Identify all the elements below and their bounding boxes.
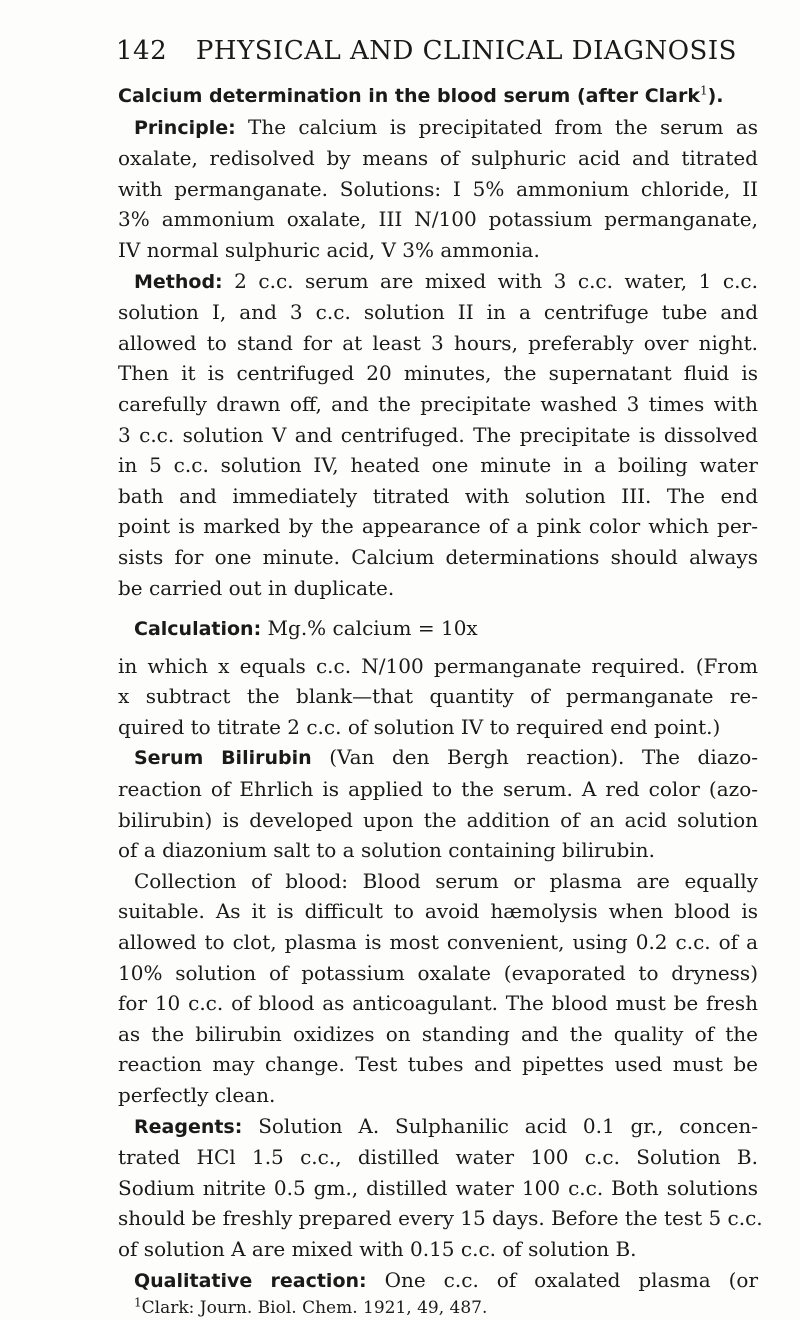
calcium-heading-paragraph: Calcium determination in the blood serum (after Clark$^1$). bbox=[118, 83, 724, 107]
qualitative-label: Qualitative reaction: bbox=[134, 1269, 367, 1292]
footnote-reference: 1 bbox=[699, 83, 708, 98]
body-text bbox=[118, 80, 763, 1320]
calculation-paragraph bbox=[118, 613, 758, 645]
reagents-paragraph: Reagents: Solution A. Sulphanilic acid 0.1 gr., concen- trated HCl 1.5 c.c., distilled water 100 c.c. Solution B. Sodium nitrite 0.5 gm., distilled water 100 c.c. Both solutions should be freshly prepared every 15 days. Before the test 5 c.c. of solution A are mixed with 0.15 c.c. of solution B. bbox=[118, 1113, 763, 1261]
calculation-formula: Mg.% calcium = 10x bbox=[267, 616, 478, 641]
principle-paragraph: Principle: The calcium is precipitated from the serum as oxalate, redisolved by means of sulphuric acid and titrated with permanganate. Solutions: I 5% ammonium chloride, II 3% ammonium oxalate, III N/100 potassium permanganate, IV normal sulphuric acid, V 3% ammonia. bbox=[118, 114, 759, 262]
footnote-text: Clark: Journ. Biol. Chem. 1921, 49, 487. bbox=[141, 1298, 488, 1319]
reagents-label: Reagents: bbox=[134, 1115, 243, 1138]
page-header bbox=[116, 36, 737, 66]
collection-paragraph: Collection of blood: Blood serum or plasma are equally suitable. As it is difficult to avoid hæmolysis when blood is allowed to clot, plasma is most convenient, using 0.2 c.c. of a 10% solution of potassium oxalate (evaporated to dryness) for 10 c.c. of blood as anticoagulant. The blood must be fresh as the bilirubin oxidizes on standing and the quality of the reaction may change. Test tubes and pipettes used must be perfectly clean. bbox=[118, 868, 758, 1107]
page-number: 142 bbox=[116, 36, 168, 66]
bilirubin-paragraph: Serum Bilirubin (Van den Bergh reaction). The diazo- reaction of Ehrlich is applied to the serum. A red color (azo- bilirubin) is developed upon the addition of an acid solution of a diazonium salt to a solution containing bilirubin. bbox=[118, 745, 759, 863]
calculation-label: Calculation: bbox=[134, 618, 262, 641]
calculation-explanation: in which x equals c.c. N/100 permanganate required. (From x subtract the blank—that quantity of permanganate re- quired to titrate 2 c.c. of solution IV to required end point.) bbox=[118, 653, 758, 739]
footnote bbox=[118, 1296, 758, 1320]
running-title: PHYSICAL AND CLINICAL DIAGNOSIS bbox=[195, 36, 737, 66]
principle-label: Principle: bbox=[134, 116, 236, 139]
calcium-heading: Calcium determination in the blood serum (after Clark bbox=[118, 85, 700, 107]
qualitative-paragraph: Qualitative reaction: One c.c. of oxalated plasma (or bbox=[134, 1267, 759, 1292]
footnote-marker: 1 bbox=[134, 1295, 142, 1310]
bilirubin-label: Serum Bilirubin bbox=[134, 747, 312, 770]
method-paragraph: Method: 2 c.c. serum are mixed with 3 c.c. water, 1 c.c. solution I, and 3 c.c. solution II in a centrifuge tube and allowed to stand for at least 3 hours, preferably over night. Then it is centrifuged 20 minutes, the supernatant fluid is carefully drawn off, and the precipitate washed 3 times with 3 c.c. solution V and centrifuged. The precipitate is dissolved in 5 c.c. solution IV, heated one minute in a boiling water bath and immediately titrated with solution III. The end point is marked by the appearance of a pink color which per- sists for one minute. Calcium determinations should always be carried out in duplicate. bbox=[118, 268, 758, 600]
method-label: Method: bbox=[134, 270, 223, 293]
